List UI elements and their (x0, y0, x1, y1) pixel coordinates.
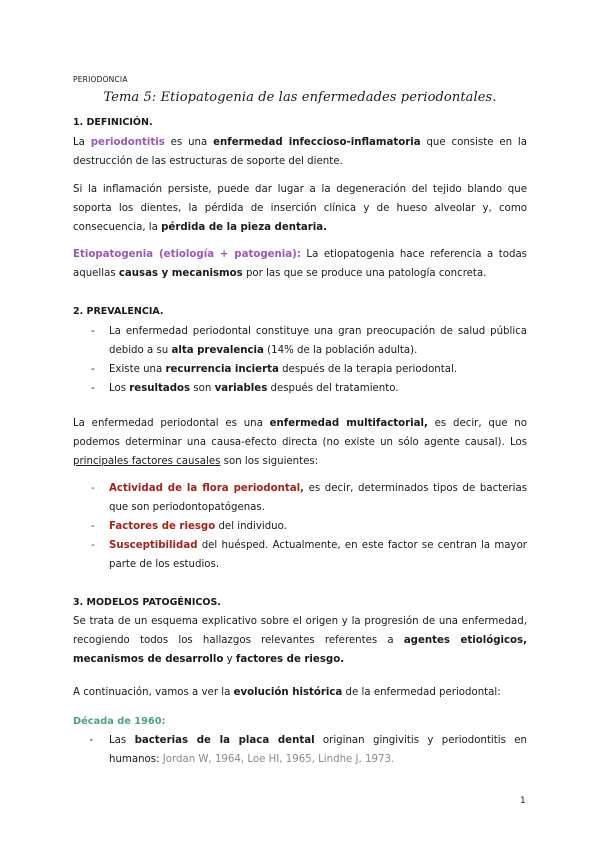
document-title: Tema 5: Etiopatogenia de las enfermedades periodontales. (103, 90, 497, 105)
list-item: - Existe una recurrencia incierta después de la terapia periodontal. (73, 360, 527, 379)
list-item: - Susceptibilidad del huésped. Actualmente, en este factor se centran la mayor parte de los estudios. (73, 536, 527, 574)
decade-heading: Década de 1960: (73, 716, 166, 727)
running-header: PERIODONCIA (73, 75, 128, 84)
page-number: 1 (520, 796, 526, 806)
factors-list (73, 479, 527, 574)
paragraph-definicion: La periodontitis es una enfermedad infeccioso-inflamatoria que consiste en la destrucción de las estructuras de soporte del diente. (73, 137, 527, 167)
paragraph-inflamacion: Si la inflamación persiste, puede dar lugar a la degeneración del tejido blando que soporta los dientes, la pérdida de inserción clínica y de hueso alveolar y, como consecuencia, la pérdida de la pieza dentaria. (73, 184, 527, 233)
section-heading-modelos: 3. MODELOS PATOGÉNICOS. (73, 597, 221, 608)
paragraph-evolucion: A continuación, vamos a ver la evolución histórica de la enfermedad periodontal: (73, 687, 501, 698)
paragraph-multifactorial: La enfermedad periodontal es una enfermedad multifactorial, es decir, que no podemos determinar una causa-efecto directa (no existe un sólo agente causal). Los principales factores causales son los siguientes: (73, 418, 527, 467)
list-item: • Las bacterias de la placa dental originan gingivitis y periodontitis en humanos: Jordan W, 1964, Loe HI, 1965, Lindhe J, 1973. (73, 731, 527, 769)
section-heading-prevalencia: 2. PREVALENCIA. (73, 306, 164, 317)
prevalencia-list (73, 322, 527, 398)
list-item: - Actividad de la flora periodontal, es decir, determinados tipos de bacterias que son periodontopatógenas. (73, 479, 527, 517)
paragraph-modelos: Se trata de un esquema explicativo sobre el origen y la progresión de una enfermedad, recogiendo todos los hallazgos relevantes referentes a agentes etiológicos, mecanismos de desarrollo y factores de riesgo. (73, 616, 527, 665)
list-item: - Factores de riesgo del individuo. (73, 517, 527, 536)
section-heading-definicion: 1. DEFINICIÓN. (73, 117, 153, 128)
paragraph-etiopatogenia: Etiopatogenia (etiología + patogenia): La etiopatogenia hace referencia a todas aquellas causas y mecanismos por las que se produce una patología concreta. (73, 249, 527, 279)
list-item: - Los resultados son variables después del tratamiento. (73, 379, 527, 398)
list-item: - La enfermedad periodontal constituye una gran preocupación de salud pública debido a su alta prevalencia (14% de la población adulta). (73, 322, 527, 360)
decade-list (73, 731, 527, 769)
